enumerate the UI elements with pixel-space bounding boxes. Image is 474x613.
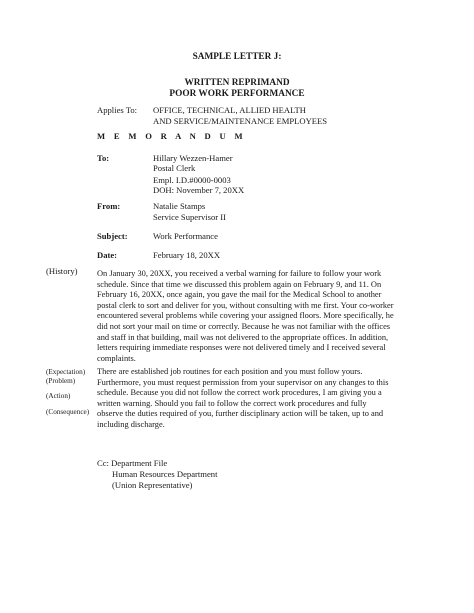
from-label: From: xyxy=(97,201,121,211)
date-value: February 18, 20XX xyxy=(153,250,221,260)
applies-to-line1: OFFICE, TECHNICAL, ALLIED HEALTH xyxy=(153,105,307,115)
paragraph-line: encountered several problems while covering your assigned floors. More specifically, he xyxy=(97,311,394,321)
from-name: Natalie Stamps xyxy=(153,201,206,211)
paragraph-line: did not sort your mail on time or correctly. Because he was not familiar with the offices xyxy=(97,321,391,331)
paragraph-line: schedule. Since that time we discussed this problem again on February 9, and 11. On xyxy=(97,279,382,289)
paragraph-line: including discharge. xyxy=(97,419,165,429)
paragraph-line: On January 30, 20XX, you received a verbal warning for failure to follow your work xyxy=(97,269,382,278)
cc-line3: (Union Representative) xyxy=(112,480,193,490)
side-note-expectation: (Expectation) xyxy=(46,368,86,376)
side-note-history: (History) xyxy=(46,266,78,276)
subject-label: Subject: xyxy=(97,231,128,241)
paragraph-line: written warning. Should you fail to follow the correct work procedures and fully xyxy=(97,398,367,408)
cc-line1: Cc: Department File xyxy=(97,458,168,468)
paragraph-line: February 16, 20XX, once again, you gave the mail for the Medical School to another xyxy=(97,290,382,300)
paragraph-line: There are established job routines for each position and you must follow yours. xyxy=(97,367,363,376)
reprimand-heading: WRITTEN REPRIMAND xyxy=(184,78,290,88)
from-title: Service Supervisor II xyxy=(153,212,227,222)
to-title: Postal Clerk xyxy=(153,163,196,173)
paragraph-line: complaints. xyxy=(97,353,136,363)
memorandum-heading: M E M O R A N D U M xyxy=(97,131,246,141)
applies-to-label: Applies To: xyxy=(97,105,138,115)
to-name: Hillary Wezzen-Hamer xyxy=(153,153,233,163)
to-empl-id: Empl. I.D.#0000-0003 xyxy=(153,175,231,185)
paragraph-line: letters requiring immediate responses were not delivered timely and I received several xyxy=(97,343,386,353)
side-note-problem: (Problem) xyxy=(46,377,76,385)
to-doh: DOH: November 7, 20XX xyxy=(153,185,245,195)
history-paragraph xyxy=(97,269,397,364)
paragraph-line: and staff in that building, mail was not delivered to the appropriate offices. In addition, xyxy=(97,332,389,342)
paragraph-line: postal clerk to sort and deliver for you, without consulting with me first. Your co-worker xyxy=(97,300,394,310)
paragraph-line: observe the duties required of you, further disciplinary action will be taken, up to and xyxy=(97,409,384,419)
side-note-consequence: (Consequence) xyxy=(46,408,90,416)
paragraph-line: schedule. Because you did not follow the correct work procedures, I am giving you a xyxy=(97,388,382,398)
letter-title: SAMPLE LETTER J: xyxy=(192,52,282,62)
to-label: To: xyxy=(97,153,110,163)
side-note-action: (Action) xyxy=(46,392,71,400)
applies-to-line2: AND SERVICE/MAINTENANCE EMPLOYEES xyxy=(153,116,328,126)
performance-heading: POOR WORK PERFORMANCE xyxy=(169,89,305,99)
date-label: Date: xyxy=(97,250,118,260)
cc-line2: Human Resources Department xyxy=(112,469,218,479)
paragraph-line: Furthermore, you must request permission from your supervisor on any changes to this xyxy=(97,377,389,387)
expectation-paragraph xyxy=(97,367,397,431)
subject-value: Work Performance xyxy=(153,231,218,241)
